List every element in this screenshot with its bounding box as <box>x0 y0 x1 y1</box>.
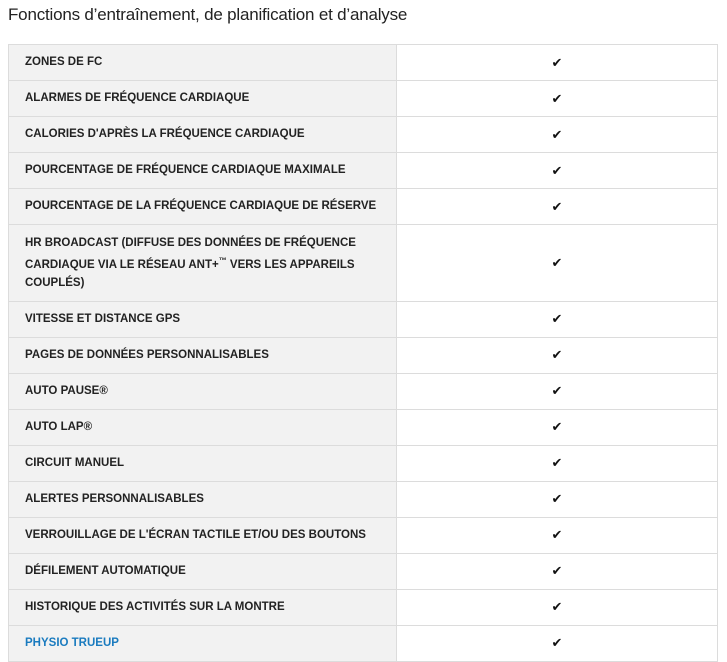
table-row <box>9 445 718 481</box>
table-row <box>9 117 718 153</box>
feature-label-part: HR BROADCAST (DIFFUSE DES DONNÉES DE FRÉQUENCE CARDIAQUE VIA LE RÉSEAU ANT+ <box>25 237 356 271</box>
check-icon: ✔ <box>397 117 718 153</box>
feature-label-part: VERS LES APPAREILS COUPLÉS) <box>25 258 355 289</box>
check-icon: ✔ <box>397 81 718 117</box>
table-row <box>9 373 718 409</box>
check-icon: ✔ <box>397 589 718 625</box>
check-icon: ✔ <box>397 445 718 481</box>
physio-trueup-link[interactable]: PHYSIO TRUEUP <box>25 636 119 649</box>
table-row <box>9 517 718 553</box>
check-icon: ✔ <box>397 553 718 589</box>
feature-label: CIRCUIT MANUEL <box>9 445 397 481</box>
check-icon: ✔ <box>397 337 718 373</box>
feature-label: ALERTES PERSONNALISABLES <box>9 481 397 517</box>
check-icon: ✔ <box>397 373 718 409</box>
check-icon: ✔ <box>397 225 718 302</box>
feature-label: ZONES DE FC <box>9 45 397 81</box>
check-icon: ✔ <box>397 409 718 445</box>
check-icon: ✔ <box>397 625 718 661</box>
table-row <box>9 81 718 117</box>
feature-label: AUTO LAP® <box>9 409 397 445</box>
check-icon: ✔ <box>397 45 718 81</box>
feature-label <box>9 225 397 302</box>
feature-label: ALARMES DE FRÉQUENCE CARDIAQUE <box>9 81 397 117</box>
check-icon: ✔ <box>397 301 718 337</box>
table-row <box>9 553 718 589</box>
feature-label: POURCENTAGE DE FRÉQUENCE CARDIAQUE MAXIMALE <box>9 153 397 189</box>
feature-label: CALORIES D'APRÈS LA FRÉQUENCE CARDIAQUE <box>9 117 397 153</box>
feature-label: DÉFILEMENT AUTOMATIQUE <box>9 553 397 589</box>
table-row <box>9 301 718 337</box>
check-icon: ✔ <box>397 481 718 517</box>
feature-label: POURCENTAGE DE LA FRÉQUENCE CARDIAQUE DE RÉSERVE <box>9 189 397 225</box>
table-row <box>9 409 718 445</box>
table-row <box>9 189 718 225</box>
check-icon: ✔ <box>397 153 718 189</box>
feature-label: HISTORIQUE DES ACTIVITÉS SUR LA MONTRE <box>9 589 397 625</box>
check-icon: ✔ <box>397 189 718 225</box>
trademark-mark: ™ <box>218 256 227 265</box>
feature-label: PAGES DE DONNÉES PERSONNALISABLES <box>9 337 397 373</box>
table-row <box>9 225 718 302</box>
feature-label: AUTO PAUSE® <box>9 373 397 409</box>
feature-label: VITESSE ET DISTANCE GPS <box>9 301 397 337</box>
features-table <box>8 44 718 662</box>
feature-label: VERROUILLAGE DE L'ÉCRAN TACTILE ET/OU DES BOUTONS <box>9 517 397 553</box>
table-row <box>9 45 718 81</box>
section-title: Fonctions d’entraînement, de planification et d’analyse <box>8 5 408 24</box>
table-row <box>9 589 718 625</box>
table-row <box>9 337 718 373</box>
table-row <box>9 481 718 517</box>
check-icon: ✔ <box>397 517 718 553</box>
table-row <box>9 153 718 189</box>
